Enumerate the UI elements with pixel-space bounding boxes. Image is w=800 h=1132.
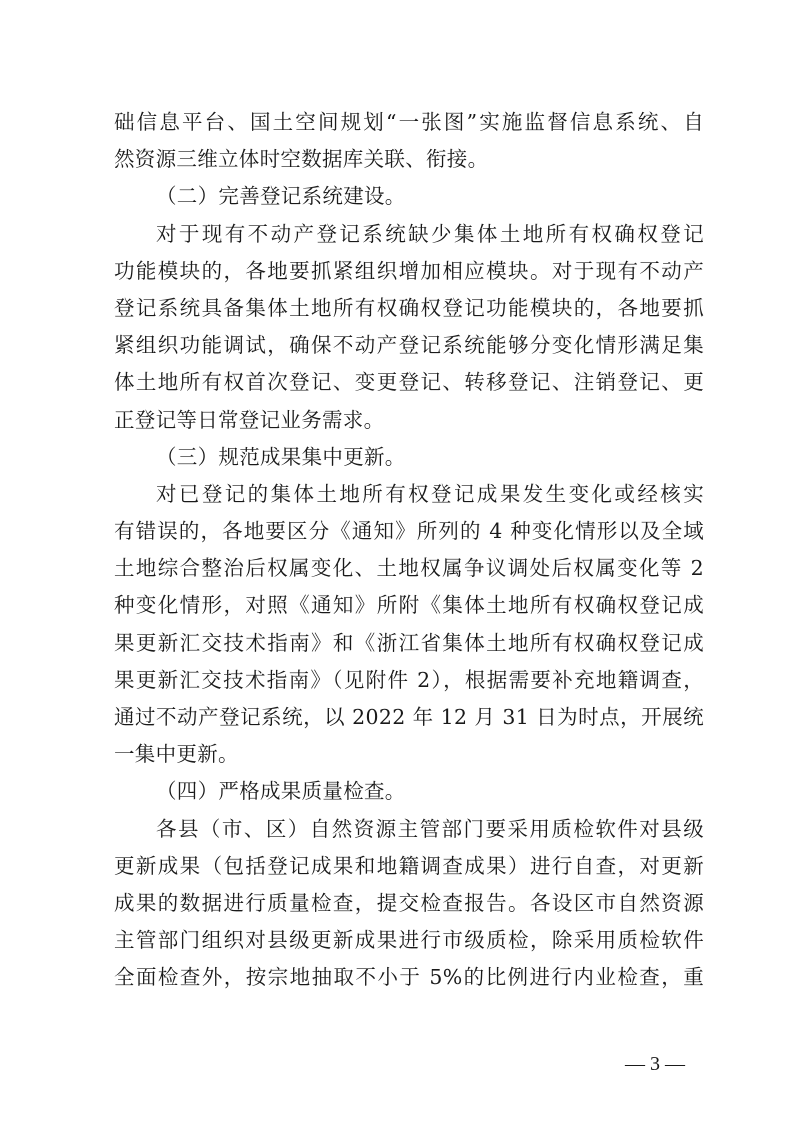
section-heading: （三）规范成果集中更新。 xyxy=(156,444,406,469)
body-line: 更新成果（包括登记成果和地籍调查成果）进行自查，对更新 xyxy=(114,853,704,878)
section-heading: （二）完善登记系统建设。 xyxy=(156,184,406,209)
body-line: 全面检查外，按宗地抽取不小于 5%的比例进行内业检查，重 xyxy=(114,965,704,990)
body-line: 正登记等日常登记业务需求。 xyxy=(114,407,385,432)
page-number: — 3 — xyxy=(625,1053,685,1075)
paragraph-first-line: 对已登记的集体土地所有权登记成果发生变化或经核实 xyxy=(156,481,704,506)
body-line: 果更新汇交技术指南》和《浙江省集体土地所有权确权登记成 xyxy=(114,630,704,655)
section-heading: （四）严格成果质量检查。 xyxy=(156,779,406,804)
body-line: 土地综合整治后权属变化、土地权属争议调处后权属变化等 2 xyxy=(114,556,704,581)
document-body xyxy=(114,104,704,997)
body-line: 一集中更新。 xyxy=(114,742,239,767)
body-line: 紧组织功能调试，确保不动产登记系统能够分变化情形满足集 xyxy=(114,333,704,358)
body-line: 有错误的，各地要区分《通知》所列的 4 种变化情形以及全域 xyxy=(114,519,704,544)
body-line: 成果的数据进行质量检查，提交检查报告。各设区市自然资源 xyxy=(114,890,704,915)
body-line: 体土地所有权首次登记、变更登记、转移登记、注销登记、更 xyxy=(114,370,704,395)
body-line: 登记系统具备集体土地所有权确权登记功能模块的，各地要抓 xyxy=(114,295,704,320)
body-line: 种变化情形，对照《通知》所附《集体土地所有权确权登记成 xyxy=(114,593,704,618)
body-line: 主管部门组织对县级更新成果进行市级质检，除采用质检软件 xyxy=(114,928,704,953)
paragraph-first-line: 对于现有不动产登记系统缺少集体土地所有权确权登记 xyxy=(156,221,704,246)
body-line: 通过不动产登记系统，以 2022 年 12 月 31 日为时点，开展统 xyxy=(114,705,704,729)
paragraph-first-line: 各县（市、区）自然资源主管部门要采用质检软件对县级 xyxy=(156,816,704,841)
body-line: 然资源三维立体时空数据库关联、衔接。 xyxy=(114,147,489,172)
body-line: 础信息平台、国土空间规划“一张图”实施监督信息系统、自 xyxy=(114,110,704,134)
body-line: 功能模块的，各地要抓紧组织增加相应模块。对于现有不动产 xyxy=(114,258,704,283)
body-line: 果更新汇交技术指南》（见附件 2），根据需要补充地籍调查， xyxy=(114,667,704,692)
